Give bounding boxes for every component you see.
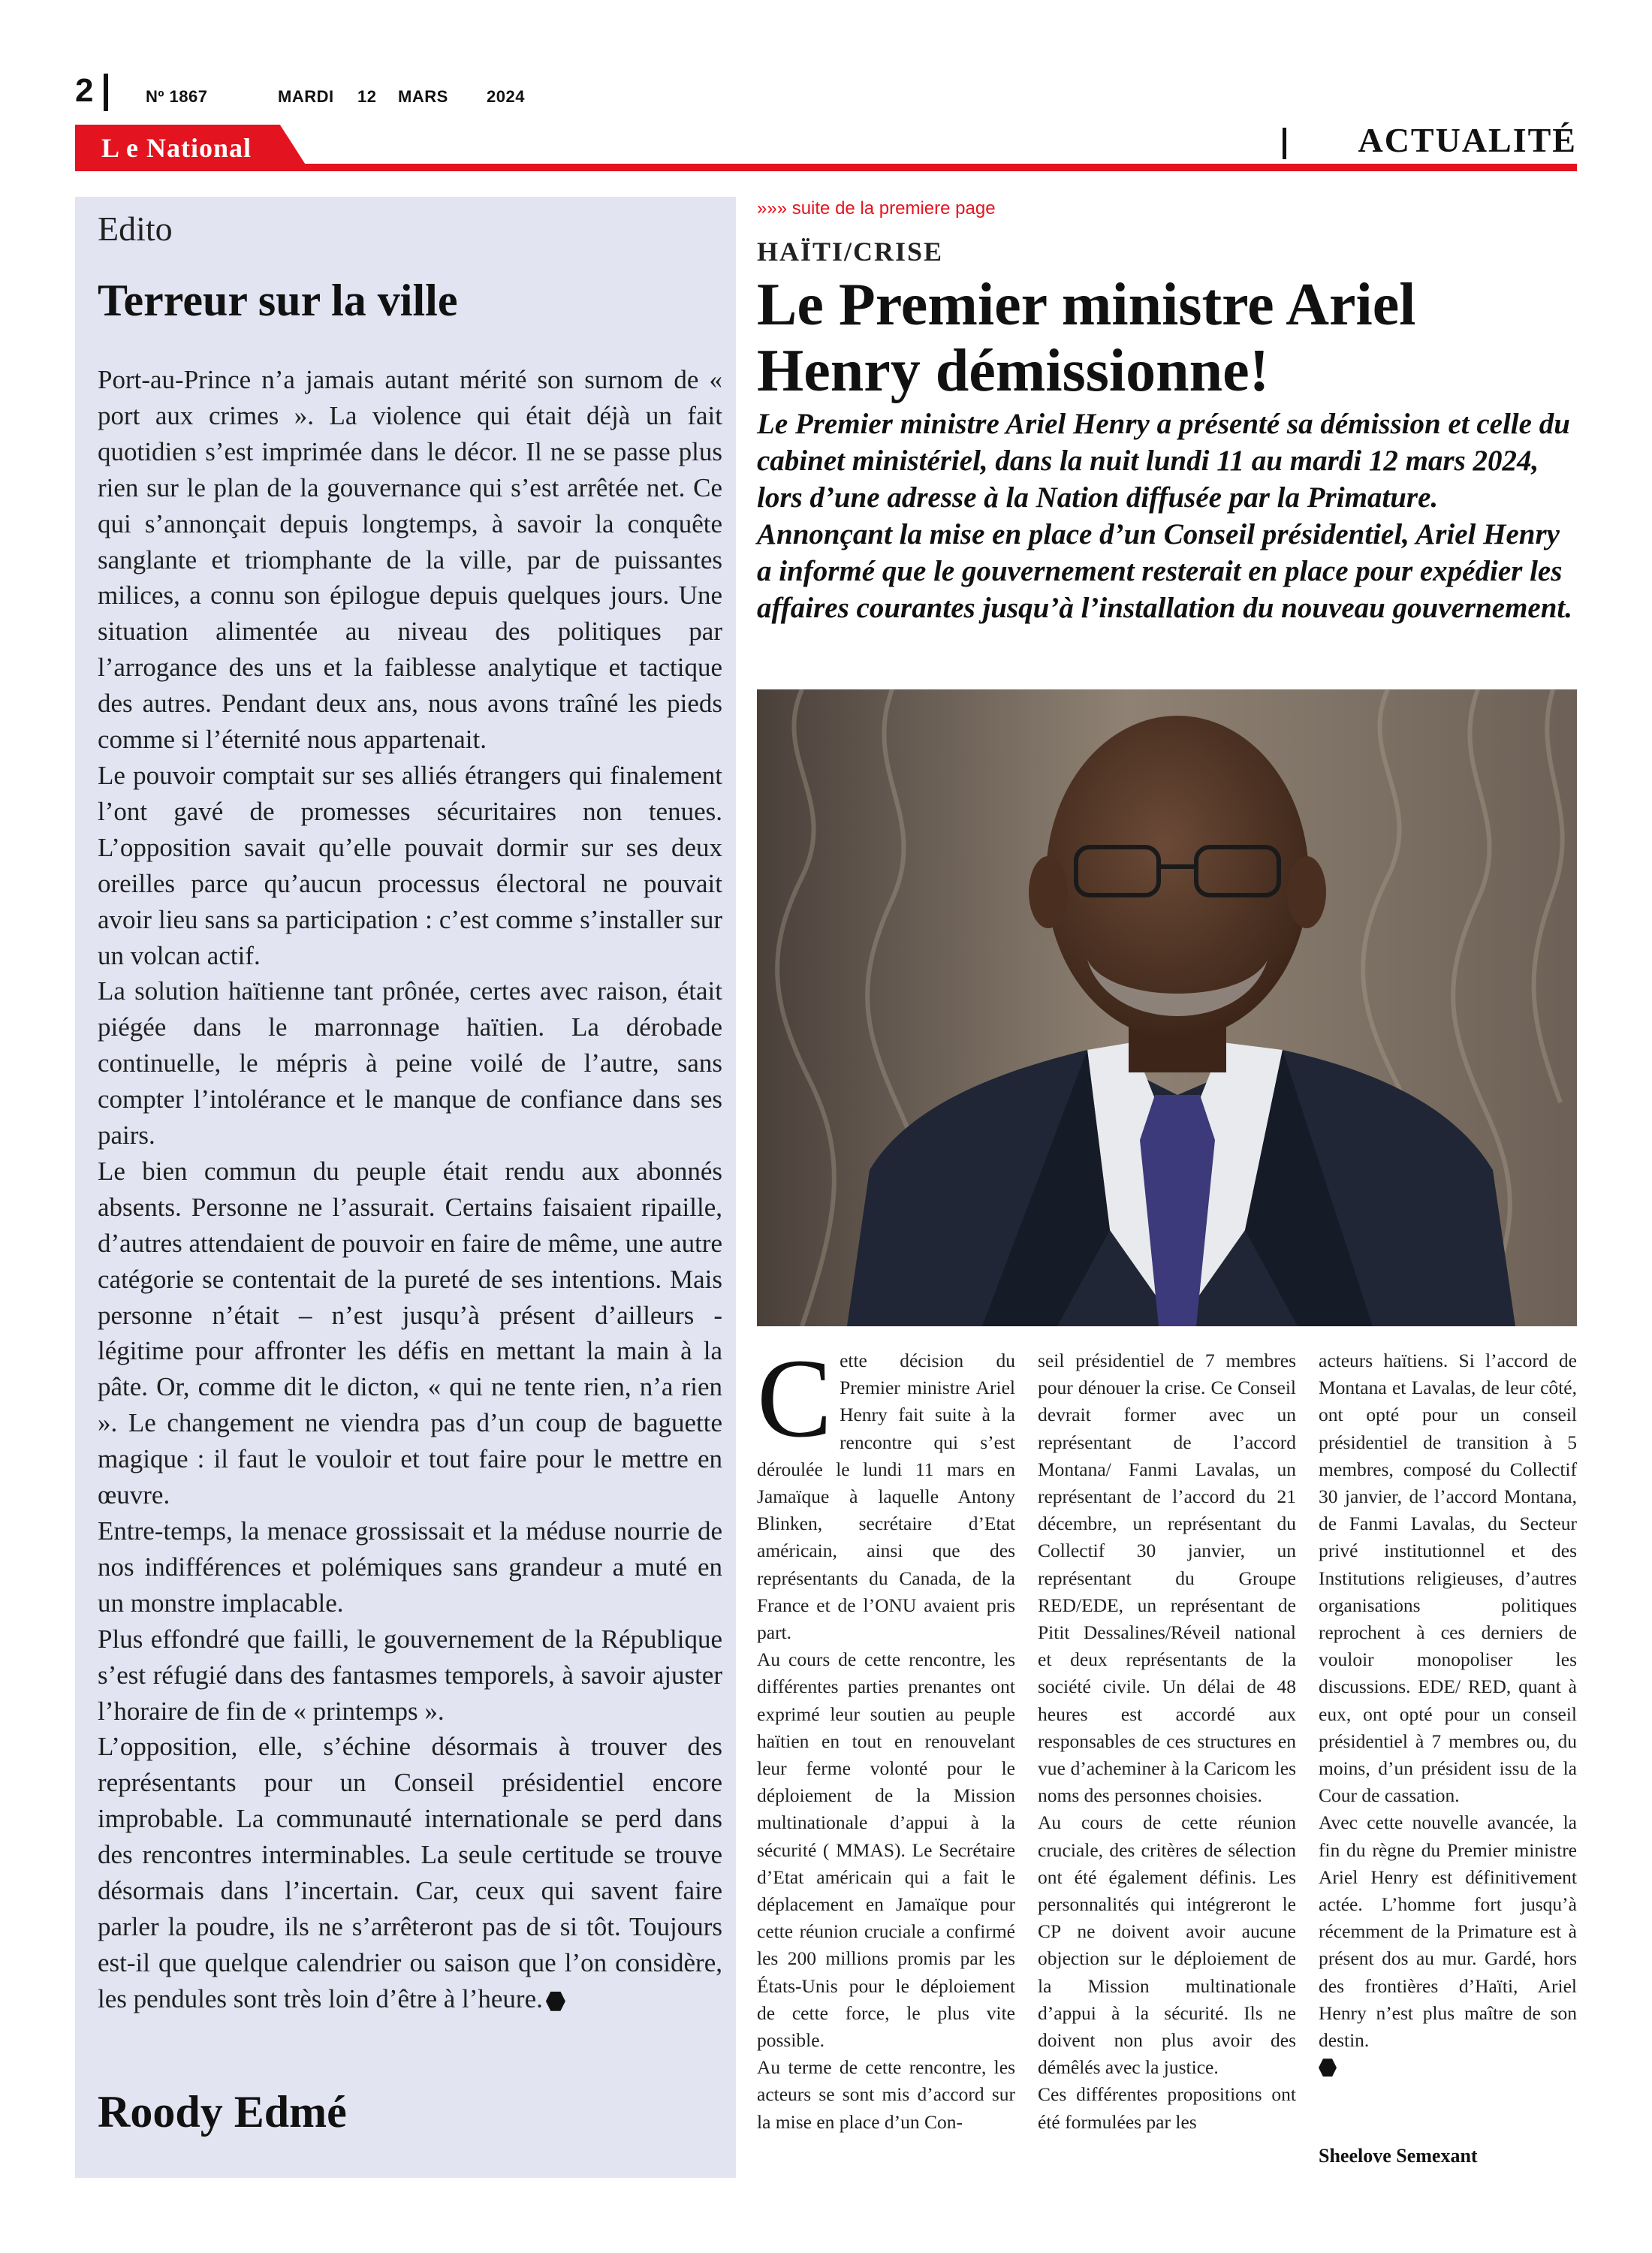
newspaper-logo: L e National bbox=[101, 133, 252, 163]
header-rule bbox=[75, 164, 1577, 171]
edito-paragraph: Le bien commun du peuple était rendu aux abonnés absents. Personne ne l’assurait. Certains faisaient ripaille, d’autres attendaient de pouvoir en faire de même, une autre catégorie se contentait de la pureté de ses intentions. Mais personne n’était – n’est jusqu’à présent d’ailleurs - légitime pour affronter les défis en mettant la main à la pâte. Or, comme dit le dicton, « qui ne tente rien, n’a rien ». Le changement ne viendra pas d’un coup de baguette magique : il faut le vouloir et tout faire pour le mettre en œuvre. bbox=[98, 1156, 722, 1510]
edito-signature: Roody Edmé bbox=[98, 2087, 347, 2137]
edito-paragraph: La solution haïtienne tant prônée, certes avec raison, était piégée dans le marronnage haïtien. La dérobade continuelle, le mépris à peine voilé de l’autre, sans compter l’intolérance et le manque de confiance dans ses pairs. bbox=[98, 976, 722, 1151]
end-mark-icon bbox=[546, 1992, 565, 2011]
article-paragraph: Au terme de cette rencontre, les acteurs se sont mis d’accord sur la mise en place d’un Con- bbox=[757, 2056, 1015, 2133]
article-byline: Sheelove Semexant bbox=[1319, 2145, 1478, 2167]
date-year: 2024 bbox=[487, 87, 525, 106]
article-headline: Le Premier ministre Ariel Henry démissionne! bbox=[757, 272, 1416, 404]
article-paragraph: acteurs haïtiens. Si l’accord de Montana et Lavalas, de leur côté, ont opté pour un conseil présidentiel de transition à 5 membres, composé du Collectif 30 janvier, de l’accord Montana, de Fanmi Lavalas, du Secteur privé institutionnel et des Institutions religieuses, d’autres organisations politiques reprochent à ces derniers de vouloir monopoliser les discussions. EDE/ RED, quant à eux, ont opté pour un conseil présidentiel à 7 membres ou, du moins, d’un président issu de la Cour de cassation. bbox=[1319, 1350, 1577, 1807]
article-rubric: HAÏTI/CRISE bbox=[757, 237, 944, 267]
edito-paragraph: Entre-temps, la menace grossissait et la méduse nourrie de nos indifférences et polémiques sans grandeur a muté en un monstre implacable. bbox=[98, 1516, 722, 1618]
portrait-illustration bbox=[757, 689, 1577, 1326]
article-lead: Le Premier ministre Ariel Henry a présenté sa démission et celle du cabinet ministériel, dans la nuit lundi 11 au mardi 12 mars 2024, lors d’une adresse à la Nation diffusée par la Primature. Annonçant la mise en place d’un Conseil présidentiel, Ariel Henry a informé que le gouvernement resterait en place pour expédier les affaires courantes jusqu’à l’installation du nouveau gouvernement. bbox=[757, 408, 1573, 624]
date-day: 12 bbox=[357, 87, 377, 106]
article-column-1 bbox=[757, 1336, 1015, 2136]
edito-paragraph: Le pouvoir comptait sur ses alliés étrangers qui finalement l’ont gavé de promesses sécuritaires non tenues. L’opposition savait qu’elle pouvait dormir sur ses deux oreilles parce qu’aucun processus électoral ne pouvait avoir lieu sans sa participation : c’est comme s’installer sur un volcan actif. bbox=[98, 760, 722, 970]
end-mark-icon bbox=[1319, 2058, 1337, 2077]
edito-paragraph-text: L’opposition, elle, s’échine désormais à trouver des représentants pour un Conseil présidentiel encore improbable. La communauté internationale se perd dans des rencontres interminables. La seule certitude se trouve désormais dans l’incertain. Car, ceux qui savent faire parler la poudre, ils ne s’arrêteront pas de si tôt. Toujours est-il que quelque calendrier ou saison que l’on considère, les pendules sont très loin d’être à l’heure. bbox=[98, 1732, 722, 2013]
page-number: 2 bbox=[75, 72, 94, 109]
section-title: ACTUALITÉ bbox=[1358, 121, 1577, 159]
edito-body bbox=[98, 362, 722, 2017]
article-paragraph: ette décision du Premier ministre Ariel Henry fait suite à la rencontre qui s’est déroulée le lundi 11 mars en Jamaïque à laquelle Antony Blinken, secrétaire d’Etat américain, ainsi que des représentants du Canada, de la France et de l’ONU avaient pris part. bbox=[757, 1350, 1015, 1644]
edito-paragraph: Port-au-Prince n’a jamais autant mérité son surnom de « port aux crimes ». La violence qui était déjà un fait quotidien s’est imprimée dans le décor. Il ne se passe plus rien sur le plan de la gouvernance qui s’est arrêtée net. Ce qui s’annonçait depuis longtemps, à savoir la conquête sanglante et triomphante de la ville, par de puissantes milices, a connu son épilogue depuis quelques jours. Une situation alimentée au niveau des politiques par l’arrogance des uns et la faiblesse analytique et tactique des autres. Pendant deux ans, nous avons traîné les pieds comme si l’éternité nous appartenait. bbox=[98, 365, 722, 755]
continuation-note: »»» suite de la premiere page bbox=[757, 198, 996, 219]
issue-number: Nº 1867 bbox=[146, 87, 208, 106]
date-month: MARS bbox=[398, 87, 448, 106]
article-paragraph: Ces différentes propositions ont été formulées par les bbox=[1038, 2083, 1296, 2133]
article-paragraph: Au cours de cette réunion cruciale, des critères de sélection ont été également définis. Les personnalités qui intégreront le CP ne doivent avoir aucune objection sur le déploiement de la Mission multinationale d’appui à la sécurité. Ils ne doivent non plus avoir des démêlés avec la justice. bbox=[1038, 1811, 1296, 2079]
edito-paragraph bbox=[98, 1729, 722, 2016]
folio-divider bbox=[104, 74, 108, 111]
edito-paragraph: Plus effondré que failli, le gouvernement de la République s’est réfugié dans des fantasmes temporels, à savoir ajuster l’horaire de fin de « printemps ». bbox=[98, 1624, 722, 1726]
edito-kicker: Edito bbox=[98, 210, 173, 248]
article-column-2 bbox=[1038, 1347, 1296, 2136]
drop-cap: C bbox=[757, 1336, 833, 1461]
article-paragraph: Au cours de cette rencontre, les différentes parties prenantes ont exprimé leur soutien au peuple haïtien en tout en renouvelant leur ferme volonté pour le déploiement de la Mission multinationale d’appui à la sécurité ( MMAS). Le Secrétaire d’Etat américain qui a fait le déplacement en Jamaïque pour cette réunion cruciale a confirmé les 200 millions promis par les États-Unis pour le déploiement de cette force, le plus vite possible. bbox=[757, 1648, 1015, 2052]
section-divider bbox=[1283, 128, 1286, 159]
date-weekday: MARDI bbox=[278, 87, 334, 106]
edito-box bbox=[75, 197, 736, 2178]
portrait-photo bbox=[757, 689, 1577, 1326]
article-paragraph: seil présidentiel de 7 membres pour dénouer la crise. Ce Conseil devrait former avec un représentant de l’accord Montana/ Fanmi Lavalas, un représentant de l’accord du 21 décembre, un représentant du Collectif 30 janvier, un représentant du Groupe RED/EDE, un représentant de Pitit Dessalines/Réveil national et deux représentants de la société civile. Un délai de 48 heures est accordé aux responsables de ces structures en vue d’acheminer à la Caricom les noms des personnes choisies. bbox=[1038, 1350, 1296, 1807]
edito-title: Terreur sur la ville bbox=[98, 276, 458, 325]
article-paragraph: Avec cette nouvelle avancée, la fin du règne du Premier ministre Ariel Henry est définitivement actée. L’homme fort jusqu’à récemment de la Primature est à présent dos au mur. Gardé, hors des frontières d’Haïti, Ariel Henry n’est plus maître de son destin. bbox=[1319, 1811, 1577, 2052]
article-column-3 bbox=[1319, 1347, 1577, 2077]
